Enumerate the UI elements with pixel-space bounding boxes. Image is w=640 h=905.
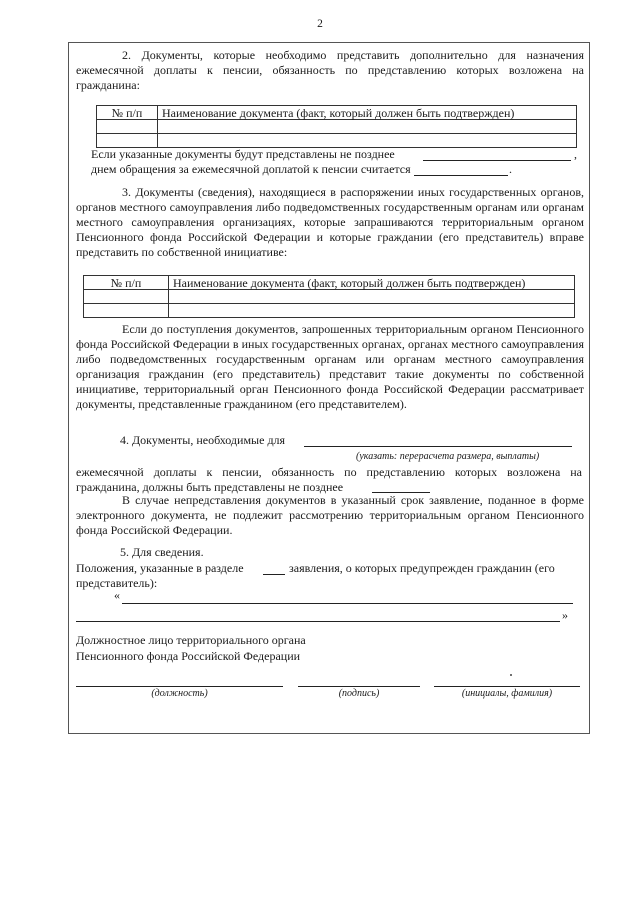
scan-speck bbox=[510, 674, 512, 676]
period-mark: . bbox=[509, 162, 512, 176]
section-3-text: 3. Документы (сведения), находящиеся в распоряжении иных государственных органов, органов местного самоуправления либо подведомственных государственным органам или органам местного самоуправления организациях, которые запрашиваются территориальным органом Пенсионного фонда Российской Федерации и которые граждании (его представитель) вправе представить по собственной инициативе: bbox=[76, 185, 584, 259]
caption-signature: (подпись) bbox=[338, 688, 380, 699]
section-3-table bbox=[83, 275, 575, 318]
table-cell[interactable] bbox=[97, 134, 158, 148]
table-cell[interactable] bbox=[84, 290, 169, 304]
table-cell[interactable] bbox=[158, 120, 577, 134]
signature-field[interactable] bbox=[298, 686, 420, 687]
section-4-lead: 4. Документы, необходимые для bbox=[120, 433, 286, 447]
table-cell[interactable] bbox=[97, 120, 158, 134]
deadline-text-1: Если указанные документы будут представлены не позднее bbox=[91, 147, 395, 161]
section-number-field[interactable] bbox=[263, 574, 285, 575]
section-3-note: Если до поступления документов, запрошенных территориальным органом Пенсионного фонда Российской Федерации в иных государственных органах, органах местного самоуправления либо подведомственных государственным органам или органам местного самоуправления организация гражданин (его представитель) представит такие документы по собственной инициативе, территориальный орган Пенсионного фонда Российской Федерации рассматривает документы, представленные гражданином (его представителем). bbox=[76, 322, 584, 411]
table-header-row bbox=[84, 276, 575, 290]
section-2-text: 2. Документы, которые необходимо представить дополнительно для назначения ежемесячной доплаты к пенсии, обязанность по представлению которых возложена на гражданина: bbox=[76, 48, 584, 92]
section-5-title: 5. Для сведения. bbox=[120, 545, 204, 559]
deadline-date-field[interactable] bbox=[423, 160, 571, 161]
deadline-text-2: днем обращения за ежемесячной доплатой к пенсии считается bbox=[91, 162, 411, 176]
section-5-text-a: Положения, указанные в разделе bbox=[76, 561, 244, 575]
table-cell[interactable] bbox=[169, 304, 575, 318]
table-header-row bbox=[97, 106, 577, 120]
section-5-text-b-2: представитель): bbox=[76, 576, 158, 590]
comma-mark: , bbox=[574, 147, 577, 161]
table-cell[interactable] bbox=[169, 290, 575, 304]
caption-name: (инициалы, фамилия) bbox=[461, 688, 553, 699]
section-2-table bbox=[96, 105, 577, 148]
open-quote: « bbox=[114, 588, 120, 602]
name-field[interactable] bbox=[434, 686, 580, 687]
table-row bbox=[97, 120, 577, 134]
page-number: 2 bbox=[317, 18, 323, 30]
purpose-hint: (указать: перерасчета размера, выплаты) bbox=[356, 451, 540, 462]
position-field[interactable] bbox=[76, 686, 283, 687]
table-row bbox=[84, 290, 575, 304]
table-cell[interactable] bbox=[158, 134, 577, 148]
section-4-warning: В случае непредставления документов в указанный срок заявление, поданное в форме электронного документа, не подлежит рассмотрению территориальным органом Пенсионного фонда Российской Федерации. bbox=[76, 493, 584, 537]
table-cell[interactable] bbox=[84, 304, 169, 318]
column-header-document: Наименование документа (факт, который должен быть подтвержден) bbox=[169, 276, 575, 290]
official-line-2: Пенсионного фонда Российской Федерации bbox=[76, 649, 301, 663]
close-quote: » bbox=[562, 608, 568, 622]
column-header-number: № п/п bbox=[84, 276, 169, 290]
column-header-document: Наименование документа (факт, который должен быть подтвержден) bbox=[158, 106, 577, 120]
application-date-field[interactable] bbox=[414, 175, 508, 176]
table-row bbox=[97, 134, 577, 148]
column-header-number: № п/п bbox=[97, 106, 158, 120]
provisions-line-1[interactable] bbox=[122, 603, 573, 604]
table-row bbox=[84, 304, 575, 318]
provisions-line-2[interactable] bbox=[76, 621, 560, 622]
section-5-text-b-1: заявления, о которых предупрежден гражданин (его bbox=[289, 561, 555, 575]
official-line-1: Должностное лицо территориального органа bbox=[76, 633, 306, 647]
section-4-continuation: ежемесячной доплаты к пенсии, обязанность по представлению которых возложена на гражданина, должны быть представлены не позднее bbox=[76, 465, 582, 494]
purpose-field[interactable] bbox=[304, 446, 572, 447]
caption-position: (должность) bbox=[151, 688, 208, 699]
